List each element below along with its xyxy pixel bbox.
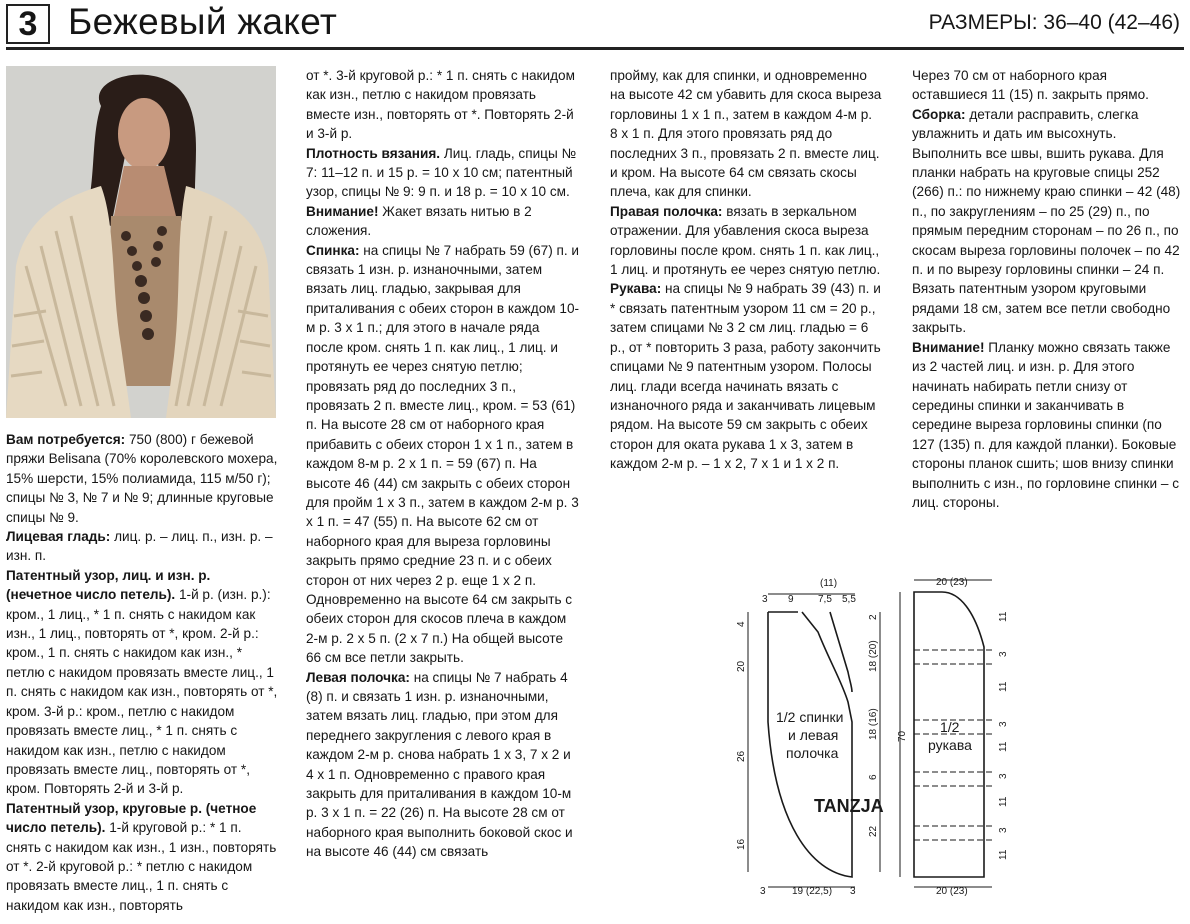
text-column-1: [6, 430, 278, 915]
sleeve-label-2: рукава: [928, 737, 972, 753]
text-gauge: Лиц. гладь, спицы № 7: 11–12 п. и 15 р. = 10 х 10 см; патентный узор, спицы № 9: 9 п. и 18 р. = 10 х 10 см.: [306, 145, 577, 200]
dim-left-2: 20: [736, 660, 747, 672]
text-assembly: детали расправить, слегка увлажнить и дать им высохнуть. Выполнить все швы, вшить рукава. Для планки набрать на круговые спицы 252 (266) п.: по нижнему краю спинки – 42 (48) п., по закруглениям – по 25 (29) п., по прямым передним сторонам – по 26 п., по скосам выреза горловины полочек – по 42 п. и по вырезу горловины спинки – 24 п. Вязать патентным узором круговыми рядами 18 см, затем все петли свободно закрыть.: [912, 106, 1181, 336]
paragraph-continued: [306, 66, 580, 144]
dim-right-2: 18 (20): [868, 640, 879, 672]
sleeve-right-dim: 11: [998, 741, 1009, 752]
text-attention-band: Планку можно связать также из 2 частей лиц. и изн. р. Для этого начинать набирать петли снизу от середины спинки и заканчивать в середине выреза горловины спинки (по 127 (135) п. для каждой планки). Боковые стороны планок сшить; шов внизу спинки выполнить с изн., по горловине спинки – с лиц. стороны.: [912, 339, 1179, 510]
heading-left-front: Левая полочка:: [306, 669, 410, 685]
sleeve-right-dim: 3: [998, 721, 1009, 727]
paragraph-sleeves-cont: [912, 66, 1184, 105]
heading-sleeves: Рукава:: [610, 281, 662, 297]
text-right-front: вязать в зеркальном отражении. Для убавления скоса выреза горловины после кром. снять 1 п. как лиц., 1 лиц. и протянуть ее через снятую петлю.: [610, 203, 881, 278]
sleeve-top-dim: 20 (23): [936, 577, 968, 588]
text-sleeves-cont: Через 70 см от наборного края оставшиеся 11 (15) п. закрыть прямо.: [912, 68, 1149, 103]
sleeve-right-dim: 11: [998, 681, 1009, 692]
heading-patent-flat: Патентный узор, лиц. и изн. р. (нечетное число петель).: [6, 567, 211, 603]
text-sleeves: на спицы № 9 набрать 39 (43) п. и * связать патентным узором 11 см = 20 р., затем спицами № 3 2 см лиц. гладью = 6 р., от * повторить 3 раза, работу закончить спицами № 9 патентным узором. Полосы лиц. глади всегда начинать вязать с изнаночного ряда и заканчивать лицевым рядом. На высоте 59 см закрыть с обеих сторон для оката рукава 1 х 3, затем в каждом 2-м р. – 1 х 2, 7 х 1 и 1 х 2 п.: [610, 281, 881, 472]
paragraph-left-front: [306, 668, 580, 862]
body-label-2: и левая: [788, 727, 839, 743]
heading-right-front: Правая полочка:: [610, 203, 723, 219]
sleeve-right-dim: 3: [998, 827, 1009, 833]
text-continued: от *. 3-й круговой р.: * 1 п. снять с накидом как изн., петлю с накидом провязать вместе изн., повторять от *. Повторять 2-й и 3-й р.: [306, 68, 575, 142]
heading-back: Спинка:: [306, 242, 360, 258]
page-title: Бежевый жакет: [68, 1, 338, 42]
text-left-front: на спицы № 7 набрать 4 (8) п. и связать 1 изн. р. изнаночными, затем вязать лиц. гладью, при этом для переднего закругления с левого края в каждом 2-м р. снова набрать 1 х 3, 7 х 2 и 4 х 1 п. Одновременно с правого края закрыть для приталивания в каждом 10-м р. 3 х 1 п. = 22 (26) п. На высоте 28 см от наборного края выполнить боковой скос и на высоте 46 (44) см связать: [306, 669, 573, 860]
dim-top-2: 9: [788, 594, 794, 605]
text-patent-round: 1-й круговой р.: * 1 п. снять с накидом как изн., 1 изн., повторять от *. 2-й круговой р.: * петлю с накидом провязать вместе лиц., 1 п. снять с накидом как изн., повторять: [6, 820, 277, 913]
paragraph-attention-band: [912, 338, 1184, 513]
dim-top-3: 7,5: [818, 594, 832, 605]
text-materials: 750 (800) г бежевой пряжи Belisana (70% королевского мохера, 15% шерсти, 15% полиамида, 115 м/50 г); спицы № 3, № 7 и № 9; длинные круговые спицы № 9.: [6, 432, 278, 525]
sizes-label: РАЗМЕРЫ: 36–40 (42–46): [928, 11, 1180, 34]
dim-right-3: 18 (16): [868, 708, 879, 740]
text-stockinette: лиц. р. – лиц. п., изн. р. – изн. п.: [6, 529, 273, 564]
dim-top-4: 5,5: [842, 594, 856, 605]
sleeve-right-dim: 11: [998, 796, 1009, 807]
paragraph-assembly: [912, 105, 1184, 338]
heading-gauge: Плотность вязания.: [306, 145, 441, 161]
heading-stockinette: Лицевая гладь:: [6, 529, 111, 545]
paragraph-attention: [306, 202, 580, 241]
dim-left-3: 26: [736, 750, 747, 762]
heading-assembly: Сборка:: [912, 106, 966, 122]
dim-right-4: 6: [868, 774, 879, 780]
text-attention: Жакет вязать нитью в 2 сложения.: [306, 203, 532, 239]
dim-top-small: (11): [820, 578, 838, 589]
dim-bottom-2: 19 (22,5): [792, 886, 833, 897]
paragraph-patent-round: [6, 799, 278, 915]
text-left-front-cont: пройму, как для спинки, и одновременно на высоте 42 см убавить для скоса выреза горловины 1 х 1 п., затем в каждом 4-м р. 8 х 1 п. Для этого провязать ряд до последних 3 п., провязать 2 п. вместе лиц. и кром. На высоте 64 см связать скосы плеча, как для спинки.: [610, 68, 882, 200]
paragraph-sleeves: [610, 279, 882, 473]
dim-right-1: 2: [868, 614, 879, 620]
heading-patent-round: Патентный узор, круговые р. (четное число петель).: [6, 800, 257, 836]
paragraph-right-front: [610, 202, 882, 280]
sleeve-right-dim: 11: [998, 611, 1009, 622]
text-column-2: [306, 66, 580, 862]
sleeve-right-dim: 3: [998, 651, 1009, 657]
sleeve-right-dim: 3: [998, 773, 1009, 779]
dim-left-1: 4: [736, 621, 747, 627]
dim-bottom-1: 3: [760, 886, 766, 897]
paragraph-stockinette: [6, 527, 278, 566]
paragraph-back: [306, 241, 580, 668]
text-patent-flat: 1-й р. (изн. р.): кром., 1 лиц., * 1 п. снять с накидом как изн., 1 лиц., повторять от *, кром. 2-й р.: кром., 1 п. снять с накидом как изн., * петлю с накидом провязать вместе лиц., 1 п. снять с накидом как изн., повторять от *, кром. 3-й р.: кром., петлю с накидом провязать вместе лиц., * 1 п. снять с накидом как изн., петлю с накидом провязать вместе лиц., повторять от *, кром. Повторять 2-й и 3-й р.: [6, 587, 278, 797]
sleeve-right-dim: 11: [998, 849, 1009, 860]
sleeve-bottom-dim: 20 (23): [936, 886, 968, 897]
body-outline-right: [830, 612, 852, 692]
body-label-1: 1/2 спинки: [776, 709, 844, 725]
sleeve-left-dim: 70: [897, 730, 908, 742]
text-back: на спицы № 7 набрать 59 (67) п. и связать 1 изн. р. изнаночными, затем вязать лиц. гладью, закрывая для приталивания с обеих сторон в каждом 10-м р. 3 х 1 п.; для этого в начале ряда после кром. снять 1 п. как лиц., 1 лиц. и протянуть ее через снятую петлю; провязать ряд до последних 3 п., провязать 2 п. вместе лиц., кром. = 53 (61) п. На высоте 28 см от наборного края прибавить с обеих сторон 1 х 1 п., затем в каждом 8-м р. 2 х 1 п. = 59 (67) п. На высоте 46 (44) см закрыть с обеих сторон для пройм 1 х 3 п., затем в каждом 2-м р. 3 х 1 п. = 47 (55) п. На высоте 62 см от наборного края для выреза горловины закрыть прямо средние 23 п. и с обеих сторон от них через 2 р. еще 1 х 2 п. Одновременно на высоте 64 см закрыть с обеих сторон для скосов плеча в каждом 2-м р. 2 х 5 п. (2 х 7 п.) На общей высоте 66 см все петли закрыть.: [306, 242, 580, 666]
watermark: TANZJA: [814, 796, 884, 816]
dim-top-1: 3: [762, 594, 768, 605]
article-number: 3: [6, 4, 50, 44]
dim-left-4: 16: [736, 838, 747, 850]
paragraph-patent-flat: [6, 566, 278, 799]
paragraph-left-front-cont: [610, 66, 882, 202]
sleeve-right-dims: [998, 611, 1009, 860]
paragraph-gauge: [306, 144, 580, 202]
dim-right-5: 22: [868, 825, 879, 837]
header-rule: [6, 47, 1184, 50]
sleeve-label-1: 1/2: [940, 719, 960, 735]
pattern-schematic: [730, 572, 1190, 912]
model-photo: [6, 66, 276, 418]
dim-bottom-3: 3: [850, 886, 856, 897]
heading-materials: Вам потребуется:: [6, 432, 126, 447]
text-column-3: [610, 66, 882, 474]
body-label-3: полочка: [786, 745, 839, 761]
paragraph-materials: [6, 430, 278, 527]
text-column-4: [912, 66, 1184, 512]
heading-attention: Внимание!: [306, 203, 379, 219]
heading-attention-band: Внимание!: [912, 339, 985, 355]
